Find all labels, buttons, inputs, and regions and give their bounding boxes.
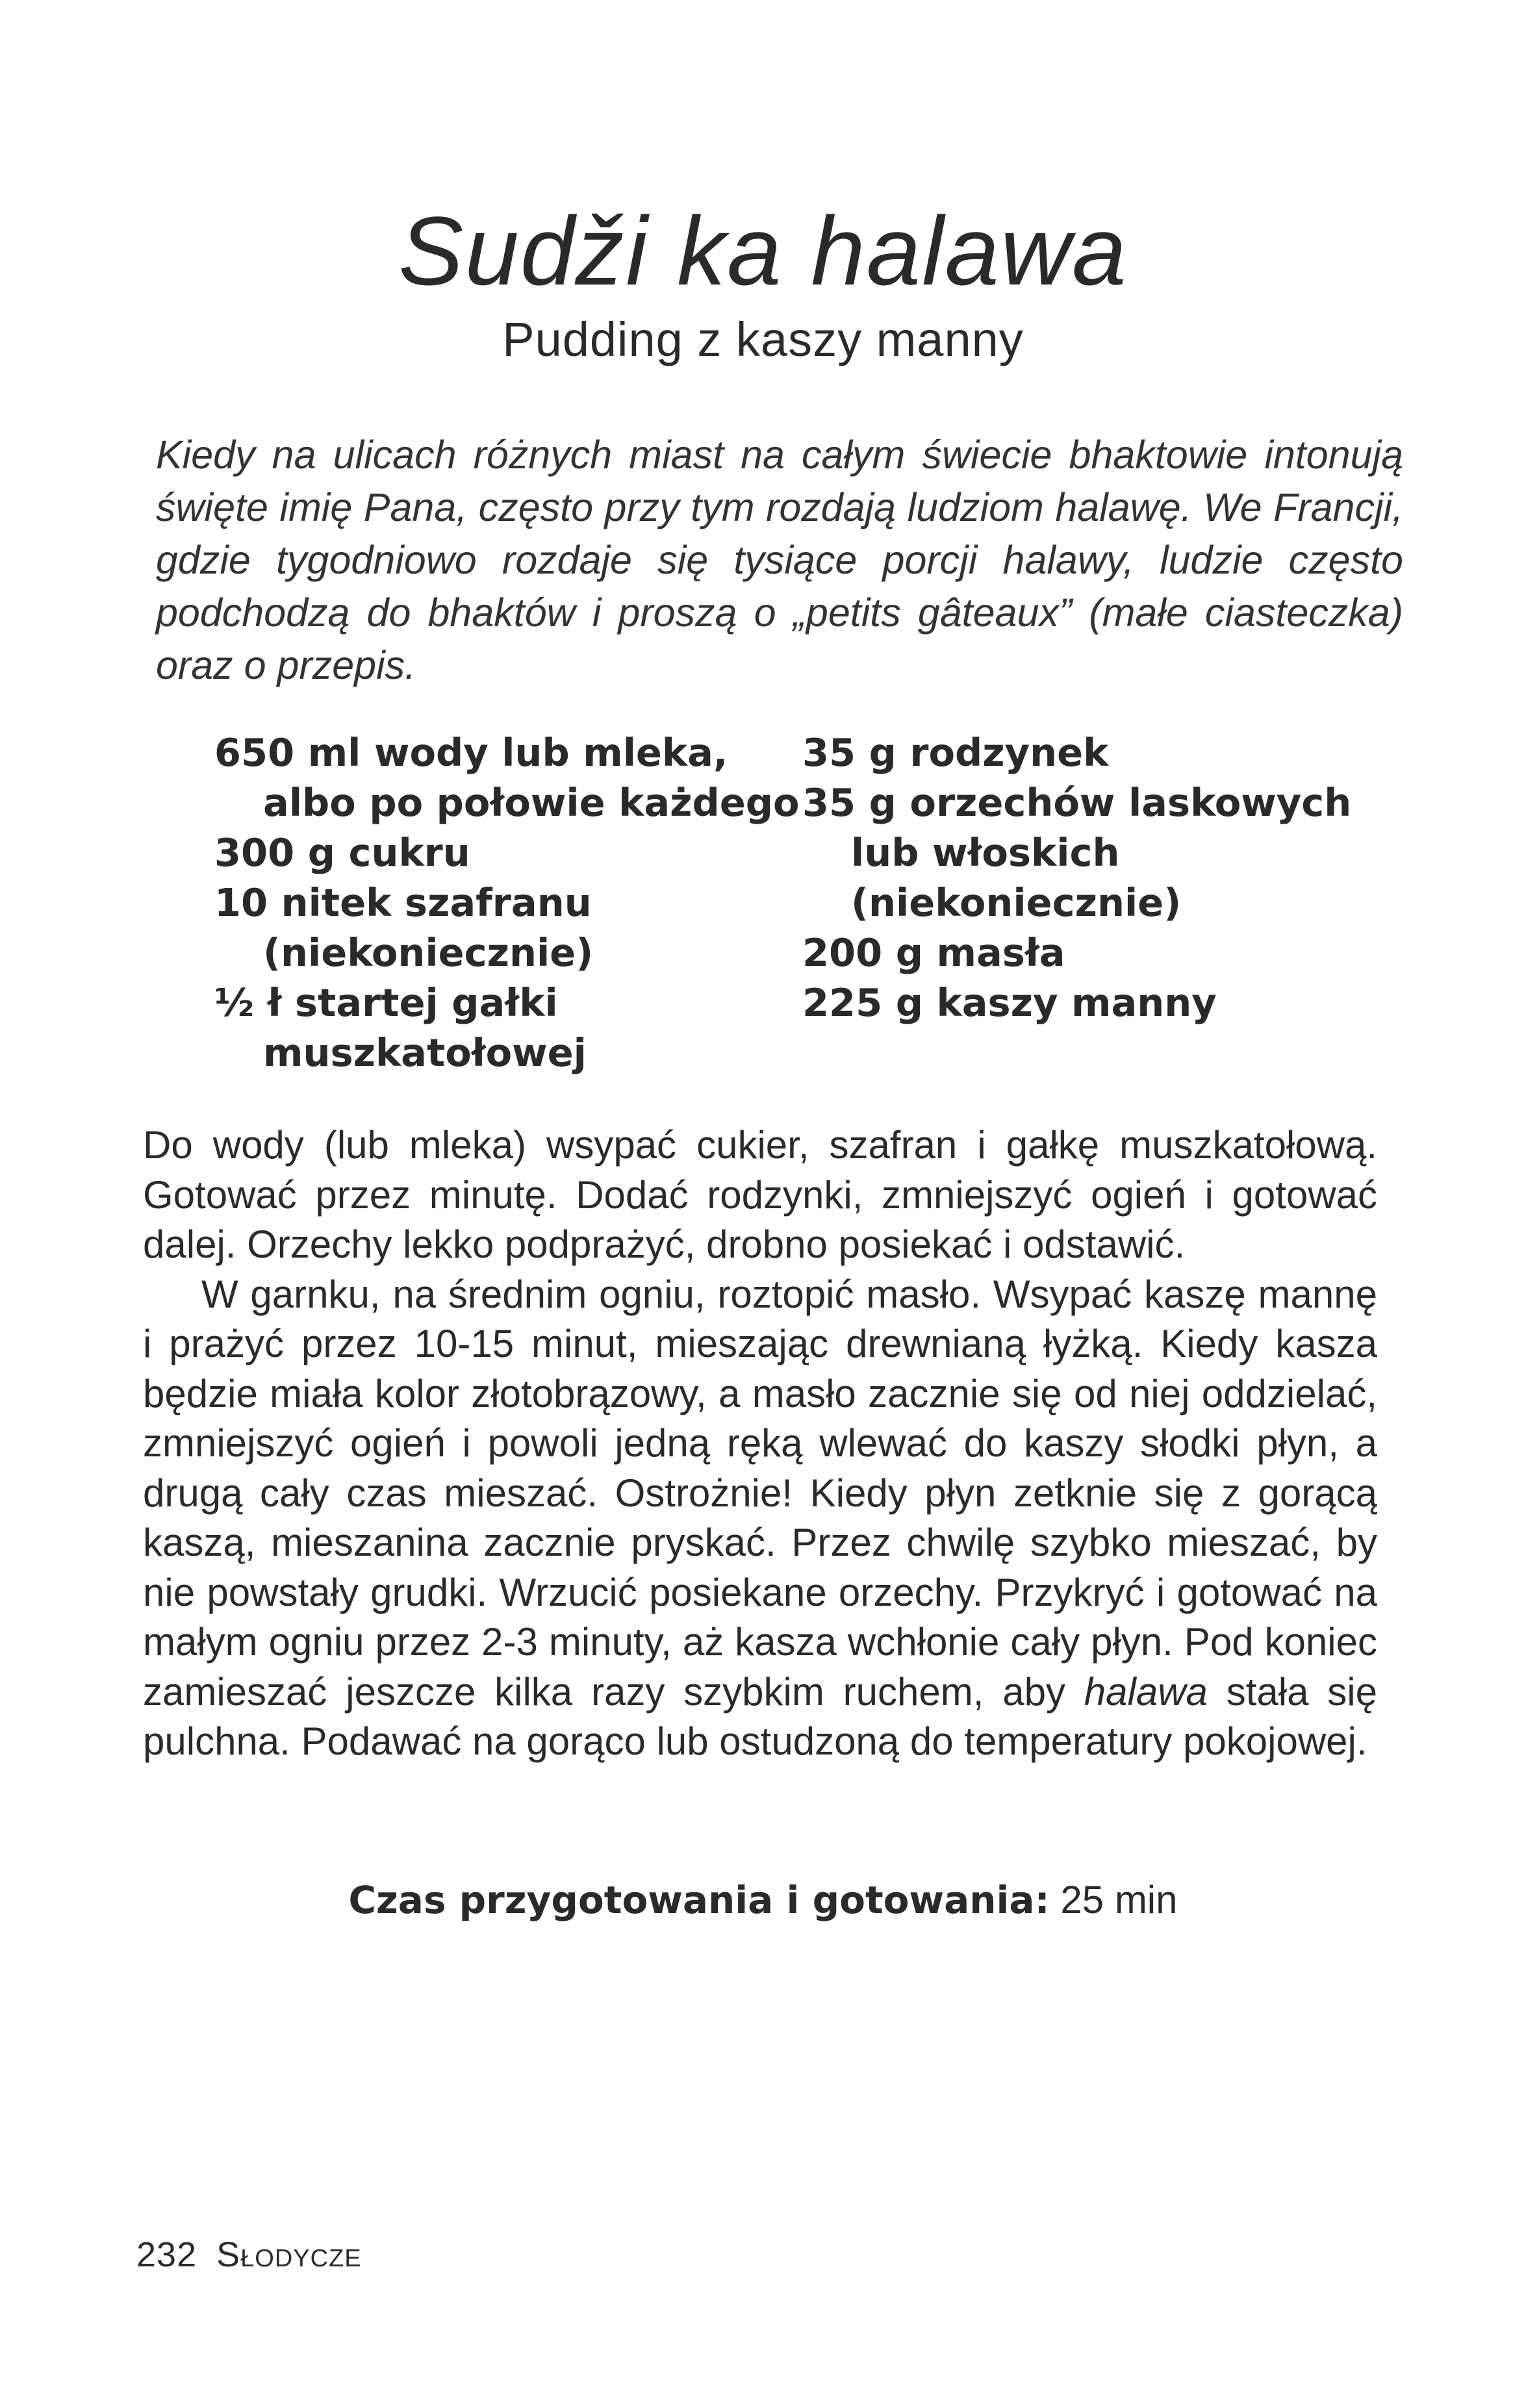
section-name: Słodycze — [216, 2235, 362, 2274]
ingredient-line: muszkatołowej — [263, 1030, 587, 1075]
method-paragraph-2 — [143, 1270, 1377, 1767]
ingredient-line: lub włoskich — [851, 830, 1120, 875]
ingredient-line: ½ ł startej gałki — [214, 980, 558, 1025]
ingredient-line: (niekoniecznie) — [263, 930, 594, 975]
page-footer — [136, 2235, 362, 2275]
ingredient-line: 10 nitek szafranu — [214, 880, 592, 925]
ingredients-left-column — [214, 728, 800, 1078]
recipe-method — [143, 1121, 1377, 1767]
recipe-intro: Kiedy na ulicach różnych miast na całym świecie bhaktowie intonują święte imię Pana, często przy tym rozdają ludziom halawę. We Francji, gdzie tygodniowo rozdaje się tysiące porcji halawy, ludzie często podchodzą do bhaktów i proszą o „petits gâteaux” (małe ciasteczka) oraz o przepis. — [156, 433, 1403, 687]
ingredient-line: albo po połowie każdego — [263, 780, 800, 825]
prep-time-value: 25 min — [1060, 1878, 1178, 1921]
method-paragraph-2-text-b: stała się pulchna. Podawać na gorąco lub ostudzoną do temperatury pokojowej. — [143, 1669, 1378, 1763]
page-number: 232 — [136, 2235, 197, 2274]
ingredient-line: 650 ml wody lub mleka, — [214, 730, 728, 775]
prep-time — [0, 1877, 1526, 1922]
prep-time-label: Czas przygotowania i gotowania: — [348, 1878, 1050, 1922]
ingredient-line: (niekoniecznie) — [851, 880, 1182, 925]
method-paragraph-2-text-a: W garnku, na średnim ogniu, roztopić masło. Wsypać kaszę mannę i prażyć przez 10-15 minut, mieszając drewnianą łyżką. Kiedy kasza będzie miała kolor złotobrązowy, a masło zacznie się od niej oddzielać, zmniejszyć ogień i powoli jedną ręką wlewać do kaszy słodki płyn, a drugą cały czas mieszać. Ostrożnie! Kiedy płyn zetknie się z gorącą kaszą, mieszanina zacznie pryskać. Przez chwilę szybko mieszać, by nie powstały grudki. Wrzucić posiekane orzechy. Przykryć i gotować na małym ogniu przez 2-3 minuty, aż kasza wchłonie cały płyn. Pod koniec zamieszać jeszcze kilka razy szybkim ruchem, aby — [143, 1272, 1377, 1714]
ingredient-line: 300 g cukru — [214, 830, 470, 875]
ingredients-right-column — [802, 728, 1351, 1028]
recipe-title: Sudži ka halawa — [398, 196, 1128, 305]
method-paragraph-2-emphasis: halawa — [1084, 1669, 1208, 1714]
ingredient-line: 200 g masła — [802, 930, 1065, 975]
ingredient-line: 35 g rodzynek — [802, 730, 1109, 775]
ingredient-line: 35 g orzechów laskowych — [802, 780, 1352, 825]
method-paragraph-1: Do wody (lub mleka) wsypać cukier, szafran i gałkę muszkatołową. Gotować przez minutę. Dodać rodzynki, zmniejszyć ogień i gotować dalej. Orzechy lekko podprażyć, drobno posiekać i odstawić. — [143, 1123, 1377, 1266]
recipe-subtitle: Pudding z kaszy manny — [502, 312, 1024, 366]
ingredient-line: 225 g kaszy manny — [802, 980, 1217, 1025]
